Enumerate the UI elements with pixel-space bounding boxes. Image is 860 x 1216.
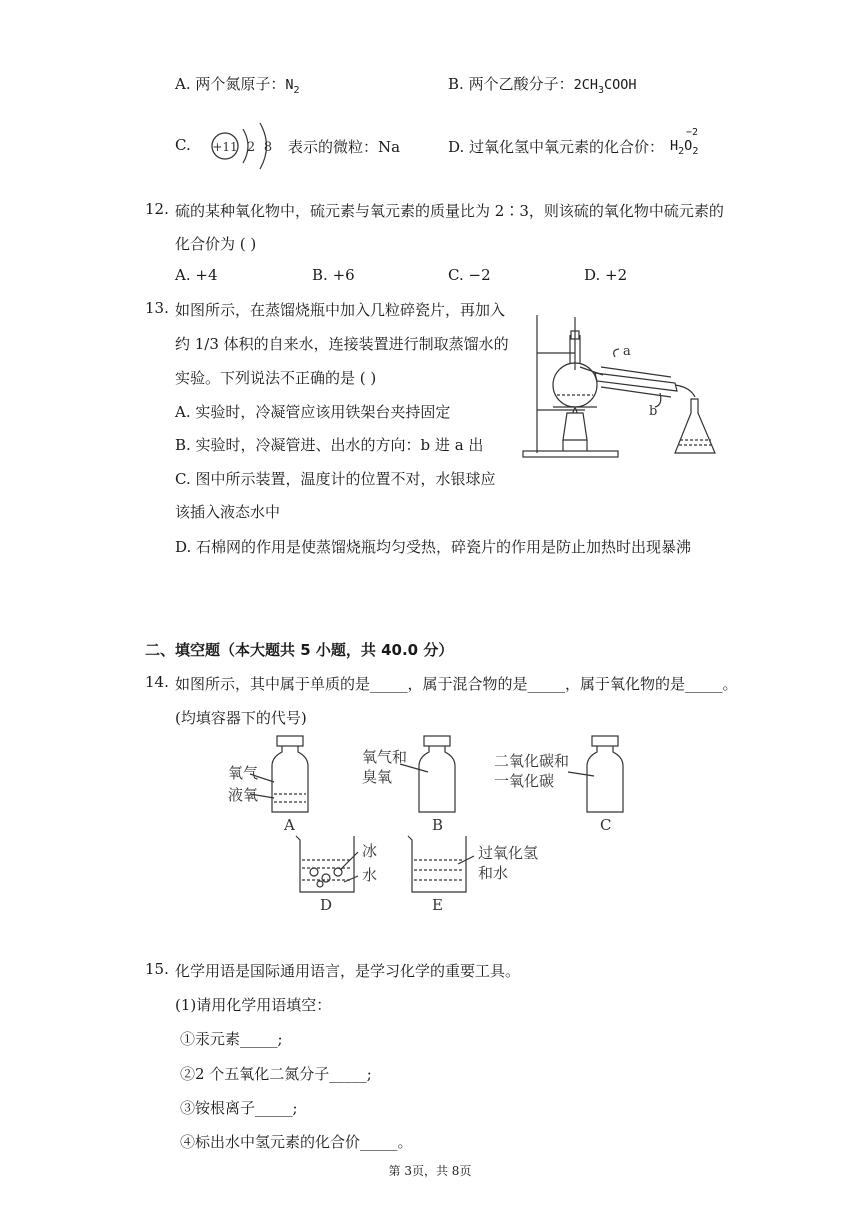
q11-d-o-sub: 2 (692, 146, 699, 157)
q11-d-charge: −2 (686, 127, 699, 138)
container-a-label1: 氧气 (228, 764, 259, 782)
section-title: 二、填空题（本大题共 5 小题，共 40.0 分） (145, 641, 454, 659)
q12-line2: 化合价为 ( ) (175, 235, 257, 253)
q11-option-b (448, 73, 637, 94)
container-e-label2: 和水 (478, 864, 509, 882)
containers-figure (222, 732, 662, 922)
container-a-code: A (284, 816, 295, 834)
atom-structure-diagram (205, 115, 285, 175)
q14-number: 14. (145, 673, 169, 691)
q11-b-label: B. (448, 75, 464, 93)
q13-option-b: B. 实验时，冷凝管进、出水的方向：b 进 a 出 (175, 436, 484, 454)
container-d-label1: 冰 (362, 842, 378, 860)
q11-option-d (448, 136, 664, 157)
q11-option-a (175, 73, 300, 94)
q13-option-a: A. 实验时，冷凝管应该用铁架台夹持固定 (175, 403, 451, 421)
condenser-port-b-label: b (649, 404, 658, 419)
q13-option-d: D. 石棉网的作用是使蒸馏烧瓶均匀受热，碎瓷片的作用是防止加热时出现暴沸 (175, 538, 692, 556)
q11-d-h: H (670, 138, 679, 154)
q15-subquestion: (1)请用化学用语填空： (175, 996, 332, 1014)
container-c-code: C (600, 816, 612, 834)
container-a-label2: 液氧 (228, 786, 259, 804)
q12-option-b: B. +6 (312, 266, 355, 284)
container-b-code: B (432, 816, 444, 834)
q11-d-text: 过氧化氢中氧元素的化合价： (469, 138, 665, 156)
container-d-label2: 水 (362, 866, 378, 884)
q13-line2: 约 1/3 体积的自来水，连接装置进行制取蒸馏水的 (175, 335, 509, 353)
q15-item-2: ②2 个五氧化二氮分子_____; (180, 1065, 372, 1083)
atom-shell-1: 2 (246, 140, 256, 155)
q11-c-label: C. (175, 136, 191, 154)
q15-line1: 化学用语是国际通用语言，是学习化学的重要工具。 (175, 962, 521, 980)
q11-d-formula (670, 127, 699, 157)
q15-item-3: ③铵根离子_____; (180, 1099, 298, 1117)
distillation-apparatus-figure (515, 295, 725, 465)
container-c-label2: 一氧化碳 (494, 772, 555, 790)
q11-c-text: 表示的微粒：Na (288, 138, 401, 156)
q14-line1: 如图所示，其中属于单质的是_____，属于混合物的是_____，属于氧化物的是_____。 (175, 675, 738, 693)
condenser-port-a-label: a (623, 344, 631, 359)
q12-option-a: A. +4 (175, 266, 218, 284)
q12-number: 12. (145, 200, 169, 218)
q11-b-formula-a: 2CH (573, 77, 598, 93)
q13-option-c: C. 图中所示装置，温度计的位置不对，水银球应 (175, 470, 496, 488)
q13-line1: 如图所示，在蒸馏烧瓶中加入几粒碎瓷片，再加入 (175, 301, 506, 319)
container-b-label1: 氧气和 (362, 748, 408, 766)
q11-a-label: A. (175, 75, 191, 93)
container-c-label1: 二氧化碳和 (494, 752, 570, 770)
q11-a-text: 两个氮原子： (195, 75, 286, 93)
container-b-label2: 臭氧 (362, 768, 393, 786)
q11-d-label: D. (448, 138, 465, 156)
q13-line3: 实验。下列说法不正确的是 ( ) (175, 369, 377, 387)
q13-option-c-cont: 该插入液态水中 (175, 503, 281, 521)
q11-d-o: O (684, 138, 693, 154)
q12-line1: 硫的某种氧化物中，硫元素与氧元素的质量比为 2∶3，则该硫的氧化物中硫元素的 (175, 202, 724, 220)
q11-b-text: 两个乙酸分子： (468, 75, 574, 93)
atom-shell-2: 8 (263, 140, 273, 155)
q11-d-h-sub: 2 (678, 146, 685, 157)
q12-option-d: D. +2 (584, 266, 628, 284)
q12-option-c: C. −2 (448, 266, 491, 284)
q14-line2: (均填容器下的代号) (175, 709, 307, 727)
q11-b-sub: 3 (597, 85, 605, 96)
q11-a-formula: N (285, 77, 294, 93)
q13-number: 13. (145, 299, 169, 317)
container-d-code: D (320, 896, 333, 914)
q11-a-sub: 2 (293, 85, 300, 96)
container-e-code: E (432, 896, 443, 914)
q15-item-4: ④标出水中氢元素的化合价_____。 (180, 1133, 413, 1151)
atom-nucleus: +11 (212, 140, 238, 154)
q15-item-1: ①汞元素_____; (180, 1030, 283, 1048)
q15-number: 15. (145, 960, 169, 978)
q11-b-formula-b: COOH (604, 77, 637, 93)
container-e-label1: 过氧化氢 (478, 844, 539, 862)
page-footer: 第 3页，共 8页 (388, 1164, 472, 1178)
